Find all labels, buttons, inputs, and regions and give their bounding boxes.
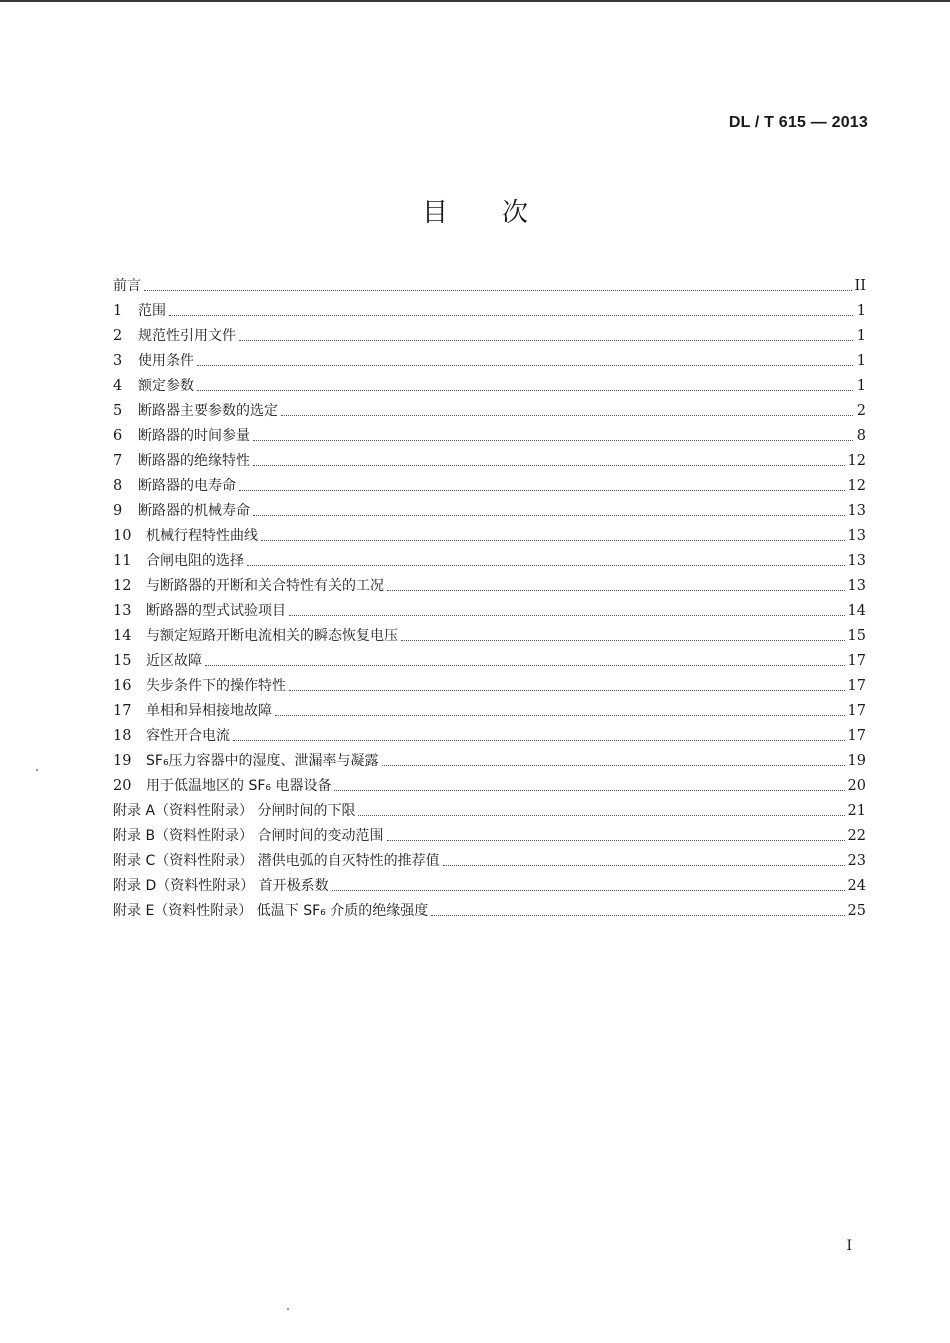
toc-entry[interactable] xyxy=(113,471,866,496)
toc-leader-dots xyxy=(332,890,845,891)
toc-entry-number: 12 xyxy=(113,578,132,594)
toc-entry[interactable] xyxy=(113,371,866,396)
toc-leader-dots xyxy=(443,865,845,866)
toc-entry-label: 容性开合电流 xyxy=(146,728,230,744)
toc-entry-page: 8 xyxy=(856,428,866,444)
toc-leader-dots xyxy=(169,315,853,316)
toc-entry-number: 17 xyxy=(113,703,132,719)
toc-entry-page: 13 xyxy=(847,553,866,569)
toc-entry-page: 17 xyxy=(847,703,866,719)
toc-entry-page: 1 xyxy=(856,303,866,319)
toc-entry-label: 用于低温地区的 SF₆ 电器设备 xyxy=(146,778,332,794)
toc-entry-label: 附录 A（资料性附录） 分闸时间的下限 xyxy=(113,803,356,819)
toc-entry-label: 附录 C（资料性附录） 潜供电弧的自灭特性的推荐值 xyxy=(113,853,440,869)
toc-entry-number: 8 xyxy=(113,478,123,494)
toc-leader-dots xyxy=(289,690,845,691)
toc-entry[interactable] xyxy=(113,396,866,421)
toc-leader-dots xyxy=(197,390,853,391)
toc-entry-number: 5 xyxy=(113,403,123,419)
toc-entry[interactable] xyxy=(113,621,866,646)
toc-entry-page: 12 xyxy=(847,453,866,469)
toc-entry[interactable] xyxy=(113,896,866,921)
toc-entry-page: 17 xyxy=(847,678,866,694)
toc-entry-page: 24 xyxy=(847,878,866,894)
toc-entry-label: 额定参数 xyxy=(138,378,194,394)
toc-entry-number: 9 xyxy=(113,503,123,519)
toc-leader-dots xyxy=(358,815,844,816)
toc-entry-page: 17 xyxy=(847,728,866,744)
toc-leader-dots xyxy=(233,740,845,741)
toc-leader-dots xyxy=(239,490,845,491)
toc-entry-label: 断路器的时间参量 xyxy=(138,428,250,444)
toc-entry-page: 25 xyxy=(847,903,866,919)
toc-entry[interactable] xyxy=(113,721,866,746)
toc-leader-dots xyxy=(401,640,845,641)
toc-entry-number: 16 xyxy=(113,678,132,694)
top-border-line xyxy=(0,0,950,2)
page-title: 目次 xyxy=(421,198,582,228)
page-number: I xyxy=(846,1238,852,1254)
toc-entry-number: 14 xyxy=(113,628,132,644)
toc-entry-number: 11 xyxy=(113,553,132,569)
toc-entry-label: 与额定短路开断电流相关的瞬态恢复电压 xyxy=(146,628,398,644)
toc-leader-dots xyxy=(281,415,853,416)
toc-entry[interactable] xyxy=(113,821,866,846)
toc-entry-page: 19 xyxy=(847,753,866,769)
toc-entry-label: 单相和异相接地故障 xyxy=(146,703,272,719)
toc-entry-number: 18 xyxy=(113,728,132,744)
toc-entry-label: SF₆压力容器中的湿度、泄漏率与凝露 xyxy=(146,753,379,769)
toc-entry-label: 断路器的型式试验项目 xyxy=(146,603,286,619)
toc-entry-number: 15 xyxy=(113,653,132,669)
toc-entry-page: 1 xyxy=(856,353,866,369)
toc-entry-number: 10 xyxy=(113,528,132,544)
toc-entry-page: 1 xyxy=(856,328,866,344)
toc-entry[interactable] xyxy=(113,846,866,871)
toc-entry[interactable] xyxy=(113,521,866,546)
toc-entry-label: 使用条件 xyxy=(138,353,194,369)
toc-entry-label: 失步条件下的操作特性 xyxy=(146,678,286,694)
toc-leader-dots xyxy=(382,765,845,766)
toc-entry[interactable] xyxy=(113,771,866,796)
toc-leader-dots xyxy=(205,665,845,666)
scan-speck xyxy=(287,1308,289,1310)
toc-entry[interactable] xyxy=(113,421,866,446)
toc-entry-label: 附录 E（资料性附录） 低温下 SF₆ 介质的绝缘强度 xyxy=(113,903,429,919)
toc-entry-page: 12 xyxy=(847,478,866,494)
toc-leader-dots xyxy=(275,715,845,716)
toc-leader-dots xyxy=(239,340,853,341)
toc-entry-page: 14 xyxy=(847,603,866,619)
toc-entry[interactable] xyxy=(113,296,866,321)
toc-entry-label: 规范性引用文件 xyxy=(138,328,236,344)
toc-entry[interactable] xyxy=(113,346,866,371)
toc-entry-label: 近区故障 xyxy=(146,653,202,669)
toc-entry-number: 1 xyxy=(113,303,123,319)
toc-entry-number: 4 xyxy=(113,378,123,394)
toc-entry[interactable] xyxy=(113,446,866,471)
toc-leader-dots xyxy=(387,590,845,591)
toc-leader-dots xyxy=(261,540,845,541)
toc-entry[interactable] xyxy=(113,321,866,346)
toc-entry-label: 与断路器的开断和关合特性有关的工况 xyxy=(146,578,384,594)
toc-leader-dots xyxy=(431,915,844,916)
toc-leader-dots xyxy=(197,365,853,366)
toc-entry-page: 13 xyxy=(847,528,866,544)
toc-entry-number: 13 xyxy=(113,603,132,619)
scan-speck xyxy=(36,769,38,771)
toc-entry[interactable] xyxy=(113,746,866,771)
toc-entry[interactable] xyxy=(113,696,866,721)
toc-entry[interactable] xyxy=(113,671,866,696)
toc-entry-page: 20 xyxy=(847,778,866,794)
toc-entry[interactable] xyxy=(113,871,866,896)
toc-leader-dots xyxy=(144,290,852,291)
toc-leader-dots xyxy=(247,565,845,566)
toc-leader-dots xyxy=(387,840,845,841)
table-of-contents xyxy=(113,271,866,921)
toc-entry[interactable] xyxy=(113,546,866,571)
toc-entry-label: 前言 xyxy=(113,278,141,294)
toc-entry-page: 13 xyxy=(847,578,866,594)
toc-entry-number: 2 xyxy=(113,328,123,344)
toc-entry-label: 断路器主要参数的选定 xyxy=(138,403,278,419)
toc-entry-page: 17 xyxy=(847,653,866,669)
toc-entry[interactable] xyxy=(113,796,866,821)
toc-entry-number: 20 xyxy=(113,778,132,794)
toc-entry[interactable] xyxy=(113,496,866,521)
toc-leader-dots xyxy=(253,515,845,516)
toc-entry[interactable] xyxy=(113,571,866,596)
toc-entry-number: 3 xyxy=(113,353,123,369)
toc-entry-label: 断路器的绝缘特性 xyxy=(138,453,250,469)
toc-entry-page: 23 xyxy=(847,853,866,869)
toc-entry[interactable] xyxy=(113,646,866,671)
toc-leader-dots xyxy=(334,790,844,791)
toc-entry-label: 断路器的电寿命 xyxy=(138,478,236,494)
toc-leader-dots xyxy=(253,465,845,466)
toc-entry-page: 15 xyxy=(847,628,866,644)
toc-leader-dots xyxy=(253,440,853,441)
toc-leader-dots xyxy=(289,615,845,616)
toc-entry-label: 附录 B（资料性附录） 合闸时间的变动范围 xyxy=(113,828,384,844)
toc-entry-page: 22 xyxy=(847,828,866,844)
toc-entry-label: 附录 D（资料性附录） 首开极系数 xyxy=(113,878,329,894)
toc-entry-label: 合闸电阻的选择 xyxy=(146,553,244,569)
toc-entry-page: II xyxy=(854,278,866,294)
toc-entry-number: 6 xyxy=(113,428,123,444)
toc-entry-page: 2 xyxy=(856,403,866,419)
toc-entry[interactable] xyxy=(113,596,866,621)
toc-entry-number: 7 xyxy=(113,453,123,469)
toc-entry-page: 21 xyxy=(847,803,866,819)
toc-entry-page: 13 xyxy=(847,503,866,519)
toc-entry[interactable] xyxy=(113,271,866,296)
toc-entry-number: 19 xyxy=(113,753,132,769)
toc-entry-label: 断路器的机械寿命 xyxy=(138,503,250,519)
toc-entry-label: 机械行程特性曲线 xyxy=(146,528,258,544)
document-code: DL / T 615 — 2013 xyxy=(728,114,868,131)
toc-entry-page: 1 xyxy=(856,378,866,394)
toc-entry-label: 范围 xyxy=(138,303,166,319)
